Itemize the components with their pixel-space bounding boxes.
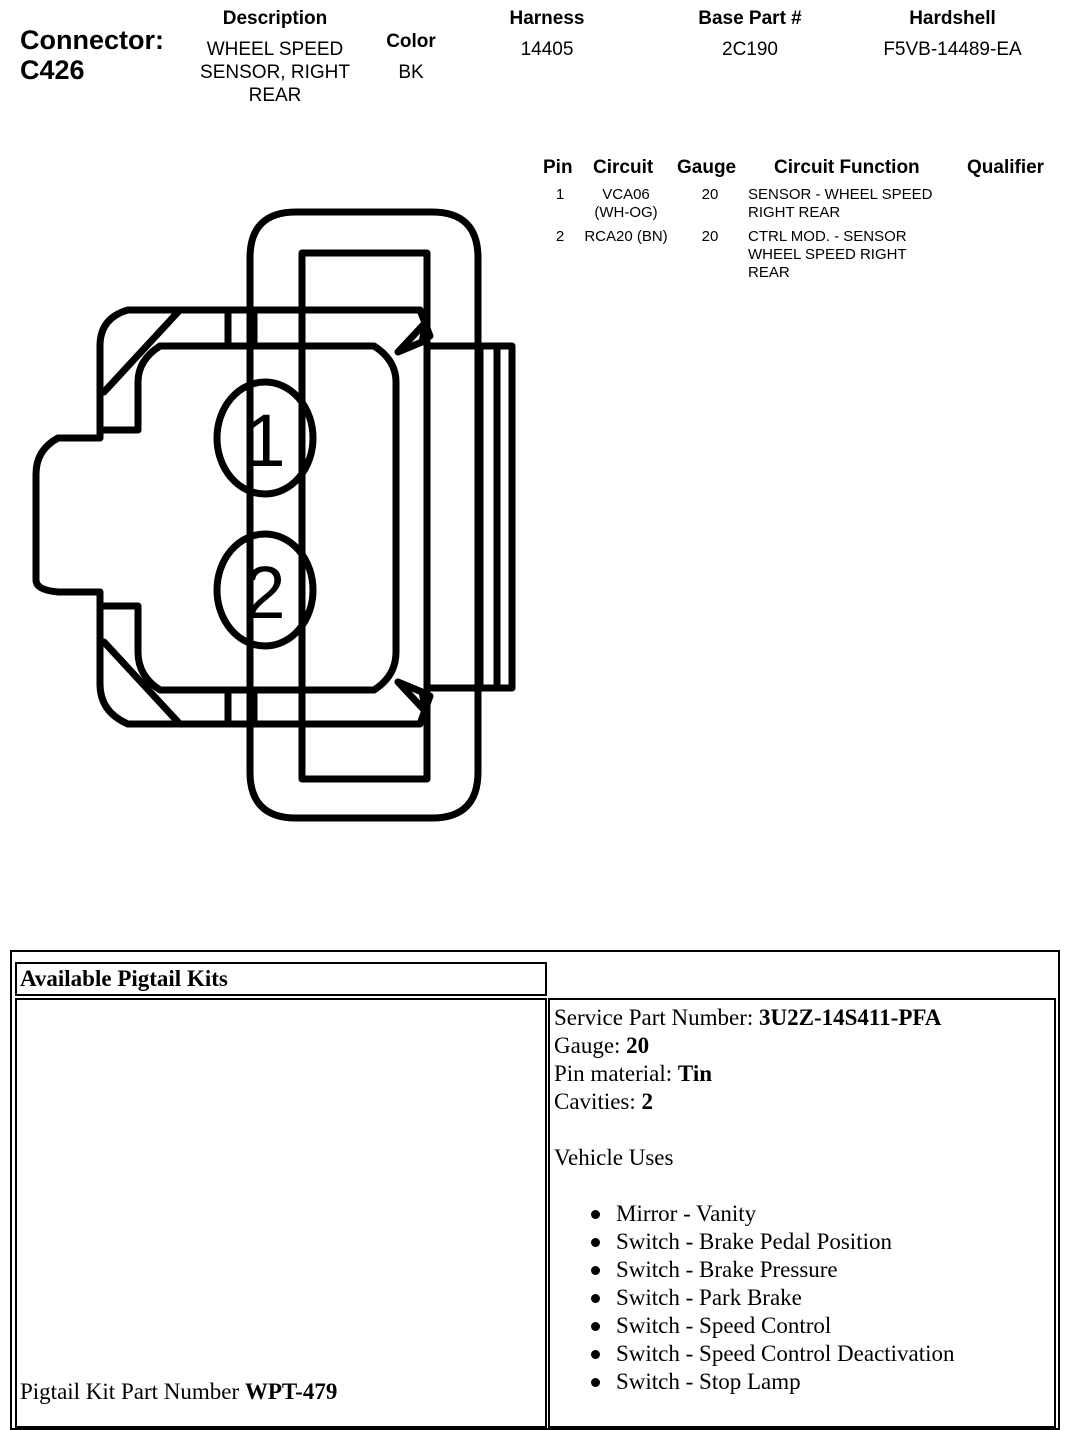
color-header: Color — [386, 31, 436, 52]
detail-label: Gauge: — [554, 1033, 621, 1058]
kit-number-value: WPT-479 — [244, 1379, 338, 1404]
function-line: REAR — [748, 264, 790, 281]
list-item — [554, 1340, 1052, 1368]
pin-2-label: 2 — [244, 551, 286, 634]
latch-tab — [430, 346, 480, 688]
gauge-col-header: Gauge — [677, 157, 737, 178]
kit-number-label: Pigtail Kit Part Number — [20, 1379, 240, 1404]
latch-frame — [302, 253, 427, 779]
bullet-icon — [591, 1294, 600, 1303]
circuit-cell — [576, 228, 676, 246]
use-text: Switch - Brake Pedal Position — [616, 1229, 892, 1254]
cavities-row — [554, 1088, 1052, 1116]
list-item — [554, 1368, 1052, 1396]
circuit-line: (WH-OG) — [594, 204, 658, 221]
use-text: Switch - Speed Control — [616, 1313, 832, 1338]
list-item — [554, 1200, 1052, 1228]
gauge-cell: 20 — [701, 228, 719, 245]
detail-value: Tin — [677, 1061, 713, 1086]
detail-value: 3U2Z-14S411-PFA — [759, 1005, 942, 1030]
pin-number: 1 — [555, 186, 565, 203]
pin-number: 2 — [555, 228, 565, 245]
vehicle-uses-list — [554, 1200, 1052, 1396]
function-line: SENSOR - WHEEL SPEED — [748, 186, 933, 203]
polarization-arrow — [398, 322, 426, 352]
function-col-header: Circuit Function — [774, 157, 920, 178]
pigtail-title-cell — [15, 962, 547, 996]
polarization-arrow — [398, 682, 426, 712]
pin-material-row — [554, 1060, 1052, 1088]
pin-col-header: Pin — [543, 157, 573, 178]
use-text: Switch - Speed Control Deactivation — [616, 1341, 955, 1366]
list-item — [554, 1256, 1052, 1284]
description-line: SENSOR, RIGHT — [200, 62, 350, 83]
bullet-icon — [591, 1350, 600, 1359]
base-part-value: 2C190 — [722, 39, 778, 60]
function-line: CTRL MOD. - SENSOR — [748, 228, 907, 245]
qualifier-col-header: Qualifier — [967, 157, 1045, 178]
vehicle-uses-title: Vehicle Uses — [554, 1145, 674, 1170]
bullet-icon — [591, 1266, 600, 1275]
bullet-icon — [591, 1210, 600, 1219]
pigtail-image-cell — [15, 998, 547, 1428]
function-line: RIGHT REAR — [748, 204, 841, 221]
list-item — [554, 1312, 1052, 1340]
left-body — [36, 310, 180, 724]
detail-value: 2 — [641, 1089, 654, 1114]
service-part-row — [554, 1004, 1052, 1032]
circuit-col-header: Circuit — [593, 157, 654, 178]
description-header: Description — [222, 8, 328, 29]
bullet-icon — [591, 1322, 600, 1331]
harness-header: Harness — [509, 8, 585, 29]
function-cell — [748, 228, 958, 282]
circuit-line: VCA06 — [602, 186, 650, 203]
connector-label-text: Connector: — [20, 25, 164, 55]
detail-label: Cavities: — [554, 1089, 636, 1114]
description-line: WHEEL SPEED — [206, 39, 344, 60]
gauge-cell: 20 — [701, 186, 719, 203]
list-item — [554, 1284, 1052, 1312]
detail-value: 20 — [626, 1033, 650, 1058]
function-cell — [748, 186, 958, 222]
description-line: REAR — [248, 85, 302, 106]
pin-1-label: 1 — [244, 399, 286, 482]
hardshell-value: F5VB-14489-EA — [883, 39, 1022, 60]
hardshell-header: Hardshell — [909, 8, 996, 29]
pigtail-kit-number — [20, 1378, 337, 1406]
gauge-row — [554, 1032, 1052, 1060]
use-text: Switch - Park Brake — [616, 1285, 802, 1310]
use-text: Mirror - Vanity — [616, 1201, 757, 1226]
use-text: Switch - Stop Lamp — [616, 1369, 801, 1394]
connector-id: C426 — [20, 55, 85, 85]
bullet-icon — [591, 1238, 600, 1247]
use-text: Switch - Brake Pressure — [616, 1257, 838, 1282]
connector-face-diagram — [0, 0, 560, 860]
pigtail-title: Available Pigtail Kits — [20, 966, 228, 991]
bullet-icon — [591, 1378, 600, 1387]
pigtail-details — [554, 1004, 1052, 1396]
function-line: WHEEL SPEED RIGHT — [748, 246, 907, 263]
detail-label: Pin material: — [554, 1061, 673, 1086]
circuit-cell — [576, 186, 676, 222]
circuit-line: RCA20 (BN) — [584, 228, 668, 245]
detail-label: Service Part Number: — [554, 1005, 754, 1030]
base-part-header: Base Part # — [698, 8, 802, 29]
harness-value: 14405 — [520, 39, 574, 60]
list-item — [554, 1228, 1052, 1256]
pigtail-details-cell — [548, 998, 1056, 1428]
color-value: BK — [398, 62, 424, 83]
